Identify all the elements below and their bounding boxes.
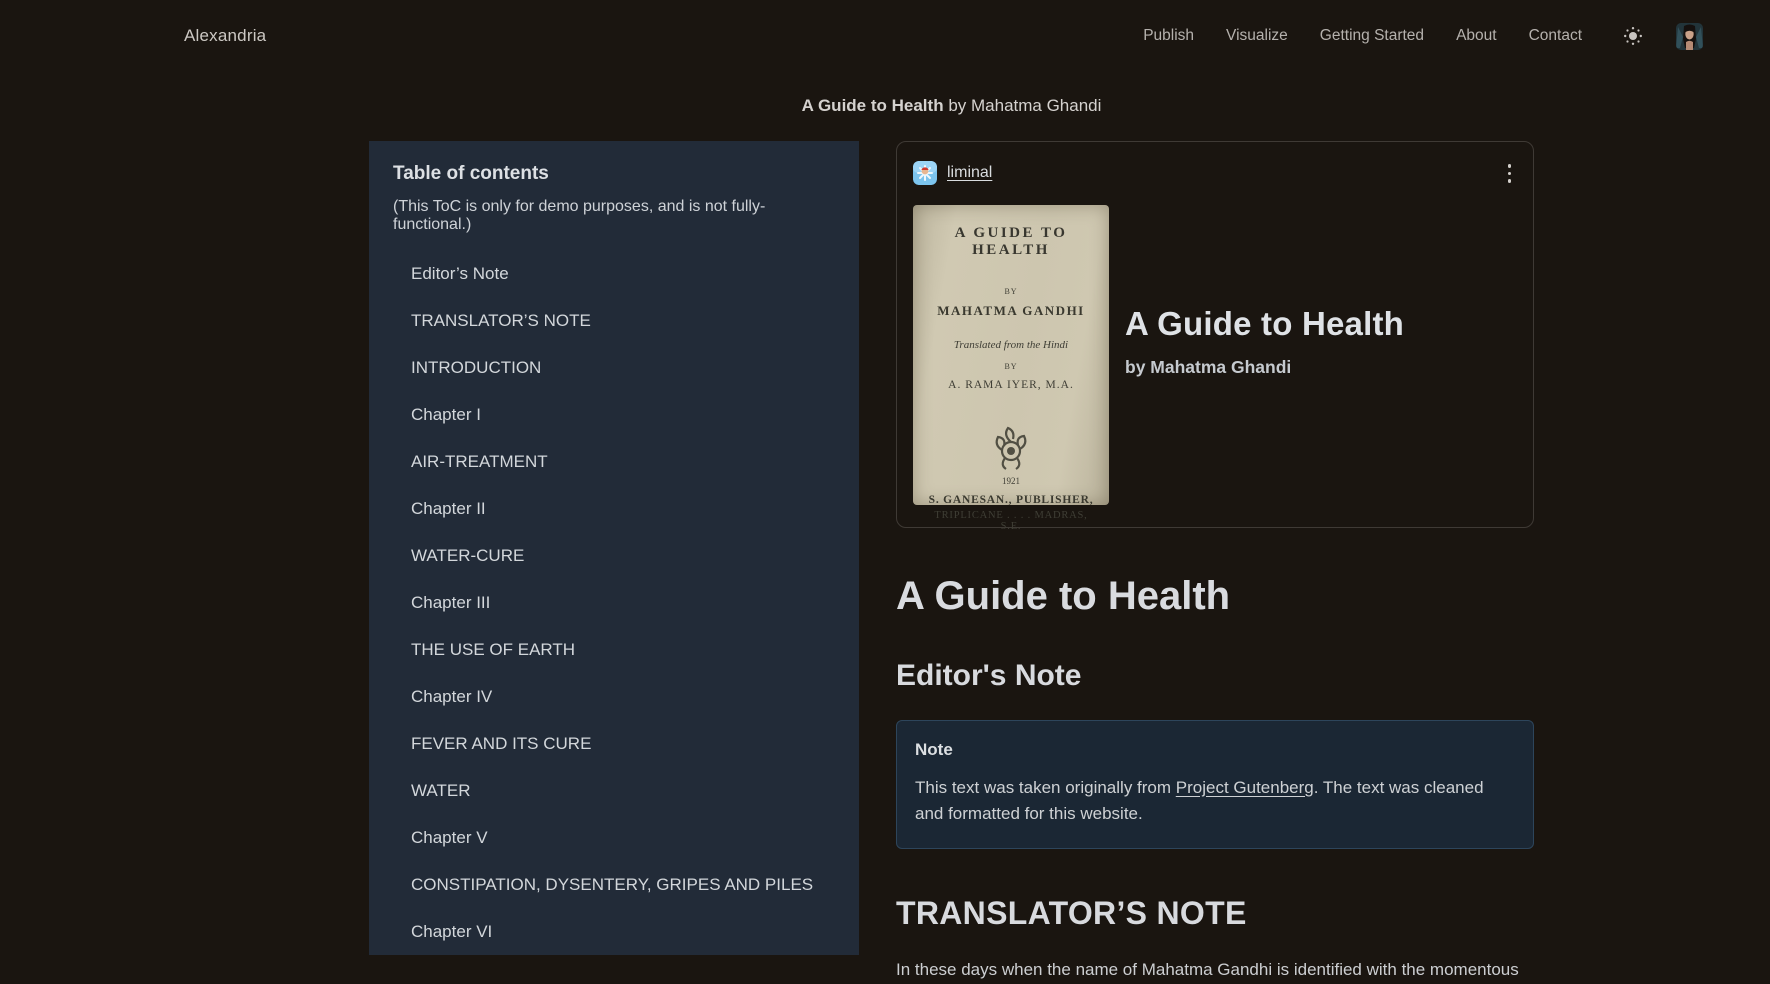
nav-link-getting-started[interactable]: Getting Started [1319,27,1425,44]
top-navigation-bar [0,0,1770,72]
cover-address: TRIPLICANE . . . . MADRAS, S.E. [934,509,1088,532]
book-card-body [913,205,1517,532]
note-label: Note [915,739,953,759]
toc-item[interactable]: THE USE OF EARTH [411,640,576,659]
toc-list [393,264,835,942]
uploader-avatar[interactable] [913,161,937,185]
toc-title: Table of contents [393,163,549,184]
toc-item[interactable]: WATER [411,781,471,800]
publisher-ornament-icon [991,425,1031,476]
nav-link-contact[interactable]: Contact [1528,27,1582,44]
cover-author: MAHATMA GANDHI [937,302,1085,318]
book-cover [913,205,1109,532]
note-text-after: . The text was cleaned and formatted for this website. [915,777,1484,823]
project-gutenberg-link[interactable]: Project Gutenberg [1175,777,1314,797]
toc-item[interactable]: WATER-CURE [411,546,525,565]
page-title-author: by Mahatma Ghandi [943,96,1102,115]
book-card [896,141,1534,532]
nav-menu [1143,27,1582,45]
toc-item[interactable]: AIR-TREATMENT [411,452,548,471]
toc-item[interactable]: TRANSLATOR’S NOTE [411,311,591,330]
uploader-link[interactable]: liminal [947,164,993,182]
toc-item[interactable]: Chapter I [411,405,481,424]
cover-by-label: BY [1004,286,1018,296]
cover-translator: A. RAMA IYER, M.A. [948,378,1074,391]
toc-item[interactable]: Chapter IV [411,687,493,706]
toc-item[interactable]: Chapter III [411,593,491,612]
nav-link-publish[interactable]: Publish [1143,27,1195,44]
main-layout [369,141,1534,984]
card-book-title: A Guide to Health [1125,305,1405,342]
toc-item[interactable]: CONSTIPATION, DYSENTERY, GRIPES AND PILES [411,875,814,894]
toc-item[interactable]: Chapter II [411,499,486,518]
article-paragraph: In these days when the name of Mahatma Gandhi is identified with the momentous [896,960,1519,980]
note-text-before: This text was taken originally from [915,777,1176,797]
note-callout [896,720,1534,850]
brand-logo[interactable]: Alexandria [184,26,267,45]
translators-note-heading: TRANSLATOR’S NOTE [896,895,1247,932]
card-title-block [1125,305,1404,404]
cover-year: 1921 [1002,475,1020,486]
table-of-contents-panel [369,141,859,955]
editors-note-heading: Editor's Note [896,658,1082,692]
note-text [915,775,1515,828]
toc-item[interactable]: INTRODUCTION [411,358,542,377]
nav-link-about[interactable]: About [1456,27,1497,44]
book-card-header [913,160,1517,187]
card-book-byline: by Mahatma Ghandi [1125,357,1292,377]
toc-item[interactable]: Chapter V [411,828,488,847]
cover-translated-line: Translated from the Hindi [953,338,1069,351]
kebab-menu-icon[interactable] [1502,160,1518,187]
theme-toggle-button[interactable] [1620,23,1646,49]
cover-by-label-2: BY [1004,361,1018,371]
user-avatar[interactable] [1676,23,1703,50]
toc-item[interactable]: FEVER AND ITS CURE [411,734,592,753]
article-title: A Guide to Health [896,573,1231,618]
toc-item[interactable]: Editor’s Note [411,264,509,283]
toc-item[interactable]: Chapter VI [411,922,493,941]
content-column [896,141,1534,984]
sun-icon [1623,26,1643,46]
toc-subtitle: (This ToC is only for demo purposes, and is not fully-functional.) [393,198,766,233]
cover-title: A GUIDE TO HEALTH [954,224,1068,258]
nav-link-visualize[interactable]: Visualize [1226,27,1288,44]
cover-publisher: S. GANESAN., PUBLISHER, [928,493,1094,506]
page-title-book: A Guide to Health [801,96,944,115]
page-title [369,96,1534,116]
